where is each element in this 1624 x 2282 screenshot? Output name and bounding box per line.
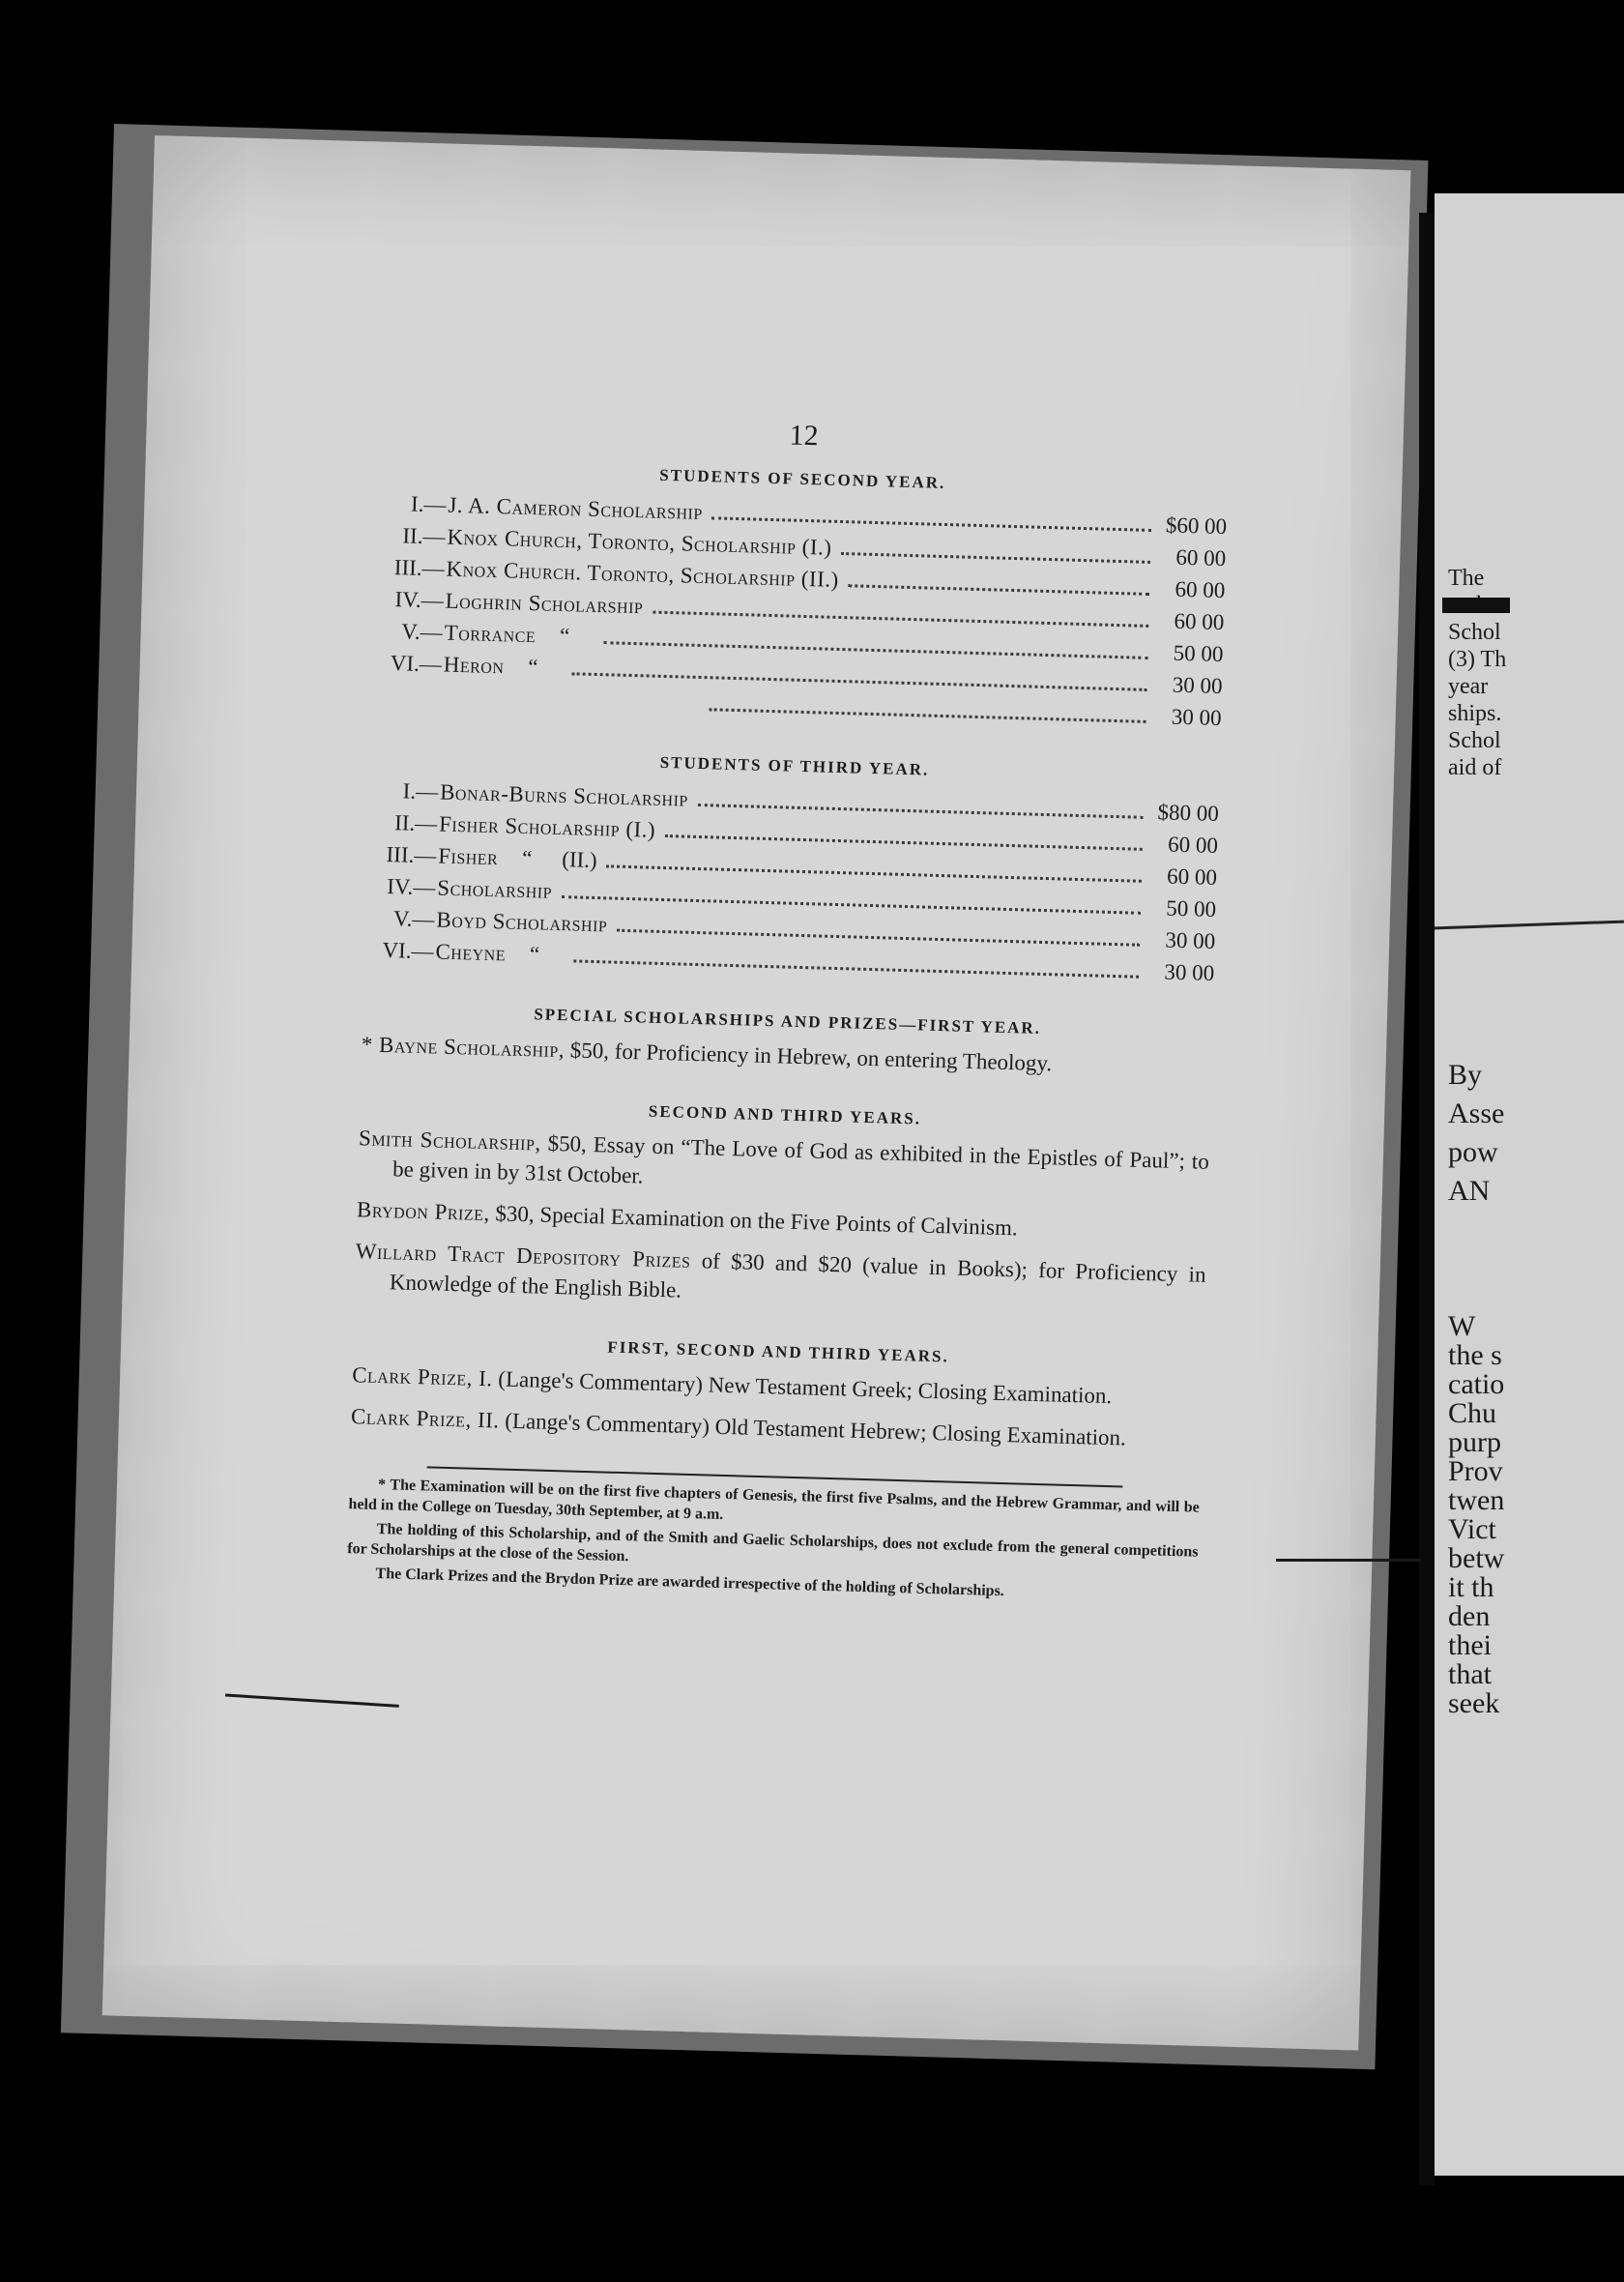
scholarship-name: Knox Church. Toronto, Scholarship (II.) [446,556,840,592]
amount: 60 00 [1166,863,1218,890]
section-heading-all-years: FIRST, SECOND AND THIRD YEARS. [607,1337,950,1366]
right-page-line: catio [1448,1368,1505,1400]
amount: 30 00 [1164,959,1215,985]
scholarship-list-third-year [363,774,1219,988]
roman-numeral: V.— [401,619,444,645]
scholarship-name: Loghrin Scholarship [445,588,644,619]
ditto-mark: “ [529,942,540,967]
spine-gap [1419,213,1435,2185]
dot-leader [849,584,1150,596]
scholarship-name: Cheyne [435,939,507,966]
right-page-line: ships. [1448,701,1502,726]
roman-numeral: I.— [410,491,447,517]
left-page [102,135,1411,2051]
pencil-underline-right [1276,1559,1421,1562]
prize-text: (Lange's Commentary) Old Testament Hebrew; Closing Examination. [499,1408,1127,1450]
amount: 60 00 [1167,832,1219,858]
right-page-line: den [1448,1600,1491,1632]
right-page-line: AN [1448,1175,1491,1207]
amount: 30 00 [1165,927,1216,953]
amount: 30 00 [1172,672,1223,699]
prize-lead: Willard Tract Depository Prizes [355,1239,691,1273]
amount: $60 00 [1165,512,1228,540]
scholarship-list-second-year [371,487,1227,702]
right-page-line: the s [1448,1339,1502,1371]
right-page-rule [1435,921,1624,930]
ditto-mark: “ [559,623,570,649]
right-page-line: Vict [1448,1513,1496,1545]
footnote: The holding of this Scholarship, and of the Smith and Gaelic Scholarships, does not exclude from the general competitions for Scholarships at the close of the Session. [347,1520,1199,1565]
right-page-line: aid of [1448,755,1502,780]
roman-numeral: VI.— [382,937,434,964]
right-page-line: seek [1448,1687,1500,1719]
roman-numeral: IV.— [394,587,445,613]
amount: 50 00 [1165,895,1217,922]
bayne-scholarship-lead: * Bayne Scholarship, [361,1032,566,1063]
ditto-mark: “ [528,655,538,680]
scholarship-name: Scholarship [437,875,553,903]
right-page-line: thei [1448,1629,1492,1661]
prize-lead: Clark Prize, I. [351,1362,493,1391]
roman-numeral: IV.— [387,874,436,900]
roman-numeral: III.— [386,841,437,868]
right-page-line: it th [1448,1571,1494,1603]
roman-numeral: V.— [392,906,435,932]
amount: 60 00 [1175,544,1227,571]
right-page-line: purp [1448,1426,1501,1458]
page-content [346,408,1230,1611]
redaction-bar [1442,598,1510,613]
prize-text: of $30 and $20 (value in Books); for Proficiency in Knowledge of the English Bible. [389,1247,1206,1302]
right-page-line: Schol [1448,620,1501,645]
prize-lead: Smith Scholarship, [358,1126,542,1156]
page-number: 12 [789,419,820,453]
prize-paragraph [358,1123,1209,1207]
prize-lead: Brydon Prize, [356,1197,491,1226]
right-page-line: By [1448,1059,1483,1091]
pencil-underline-left [225,1694,399,1708]
right-page-fragment [1435,193,1624,2176]
amount: 60 00 [1174,608,1225,635]
section-heading-second-third-years: SECOND AND THIRD YEARS. [648,1101,922,1128]
dot-leader [841,552,1150,564]
right-page-line: (3) Th [1448,647,1507,672]
footnote: * The Examination will be on the first five chapters of Genesis, the first five Psalms, and the Hebrew Grammar, and will be held in the College on Tuesday, 30th September, at 9 a.m. [348,1477,1201,1523]
ditto-mark: “ [521,845,533,871]
scholarship-name: Heron [443,652,505,679]
scholarship-name: Fisher Scholarship (I.) [438,811,656,842]
scholarship-name: Boyd Scholarship [436,907,608,937]
dot-leader [710,708,1146,723]
right-page-line: Schol [1448,728,1501,753]
roman-numeral: VI.— [390,651,443,677]
roman-numeral: III.— [393,555,445,581]
footnote: The Clark Prizes and the Brydon Prize are awarded irrespective of the holding of Scholarships. [375,1565,1005,1600]
scholarship-name: Torrance [444,620,536,648]
amount: $80 00 [1157,800,1220,827]
roman-numeral: I.— [402,778,439,805]
section-heading-third-year: STUDENTS OF THIRD YEAR. [659,752,930,779]
amount: 60 00 [1174,576,1226,603]
scholarship-suffix: (II.) [561,847,598,873]
scholarship-name: Fisher [437,843,499,870]
right-page-line: Prov [1448,1455,1503,1487]
prize-text: $50, Essay on “The Love of God as exhibited in the Epistles of Paul”; to be given in by 31st October. [392,1130,1210,1188]
right-page-line: year [1448,674,1489,699]
right-page-line: Chu [1448,1397,1497,1429]
section-heading-special-first-year: SPECIAL SCHOLARSHIPS AND PRIZES—FIRST YEAR. [534,1005,1042,1038]
right-page-line: betw [1448,1542,1505,1574]
prize-text: $30, Special Examination on the Five Points of Calvinism. [489,1201,1019,1241]
amount: 30 00 [1171,704,1222,731]
prize-lead: Clark Prize, II. [350,1404,500,1433]
scholarship-name: Bonar-Burns Scholarship [439,779,689,811]
right-page-line: pow [1448,1136,1498,1168]
right-page-line: that [1448,1658,1492,1690]
prize-paragraph [355,1236,1206,1320]
right-page-line: Asse [1448,1097,1505,1129]
roman-numeral: II.— [402,523,446,549]
right-page-line: The [1448,566,1485,591]
prize-text: (Lange's Commentary) New Testament Greek; Closing Examination. [492,1366,1113,1409]
roman-numeral: II.— [393,810,438,836]
right-page-line: W [1448,1310,1476,1342]
scholarship-name: J. A. Cameron Scholarship [448,492,704,524]
scholarship-name: Knox Church, Toronto, Scholarship (I.) [447,524,832,560]
bayne-scholarship-text: $50, for Proficiency in Hebrew, on entering Theology. [564,1038,1053,1076]
dot-leader [573,959,1139,978]
amount: 50 00 [1173,640,1224,667]
right-page-line: twen [1448,1484,1505,1516]
section-heading-second-year: STUDENTS OF SECOND YEAR. [659,465,946,492]
